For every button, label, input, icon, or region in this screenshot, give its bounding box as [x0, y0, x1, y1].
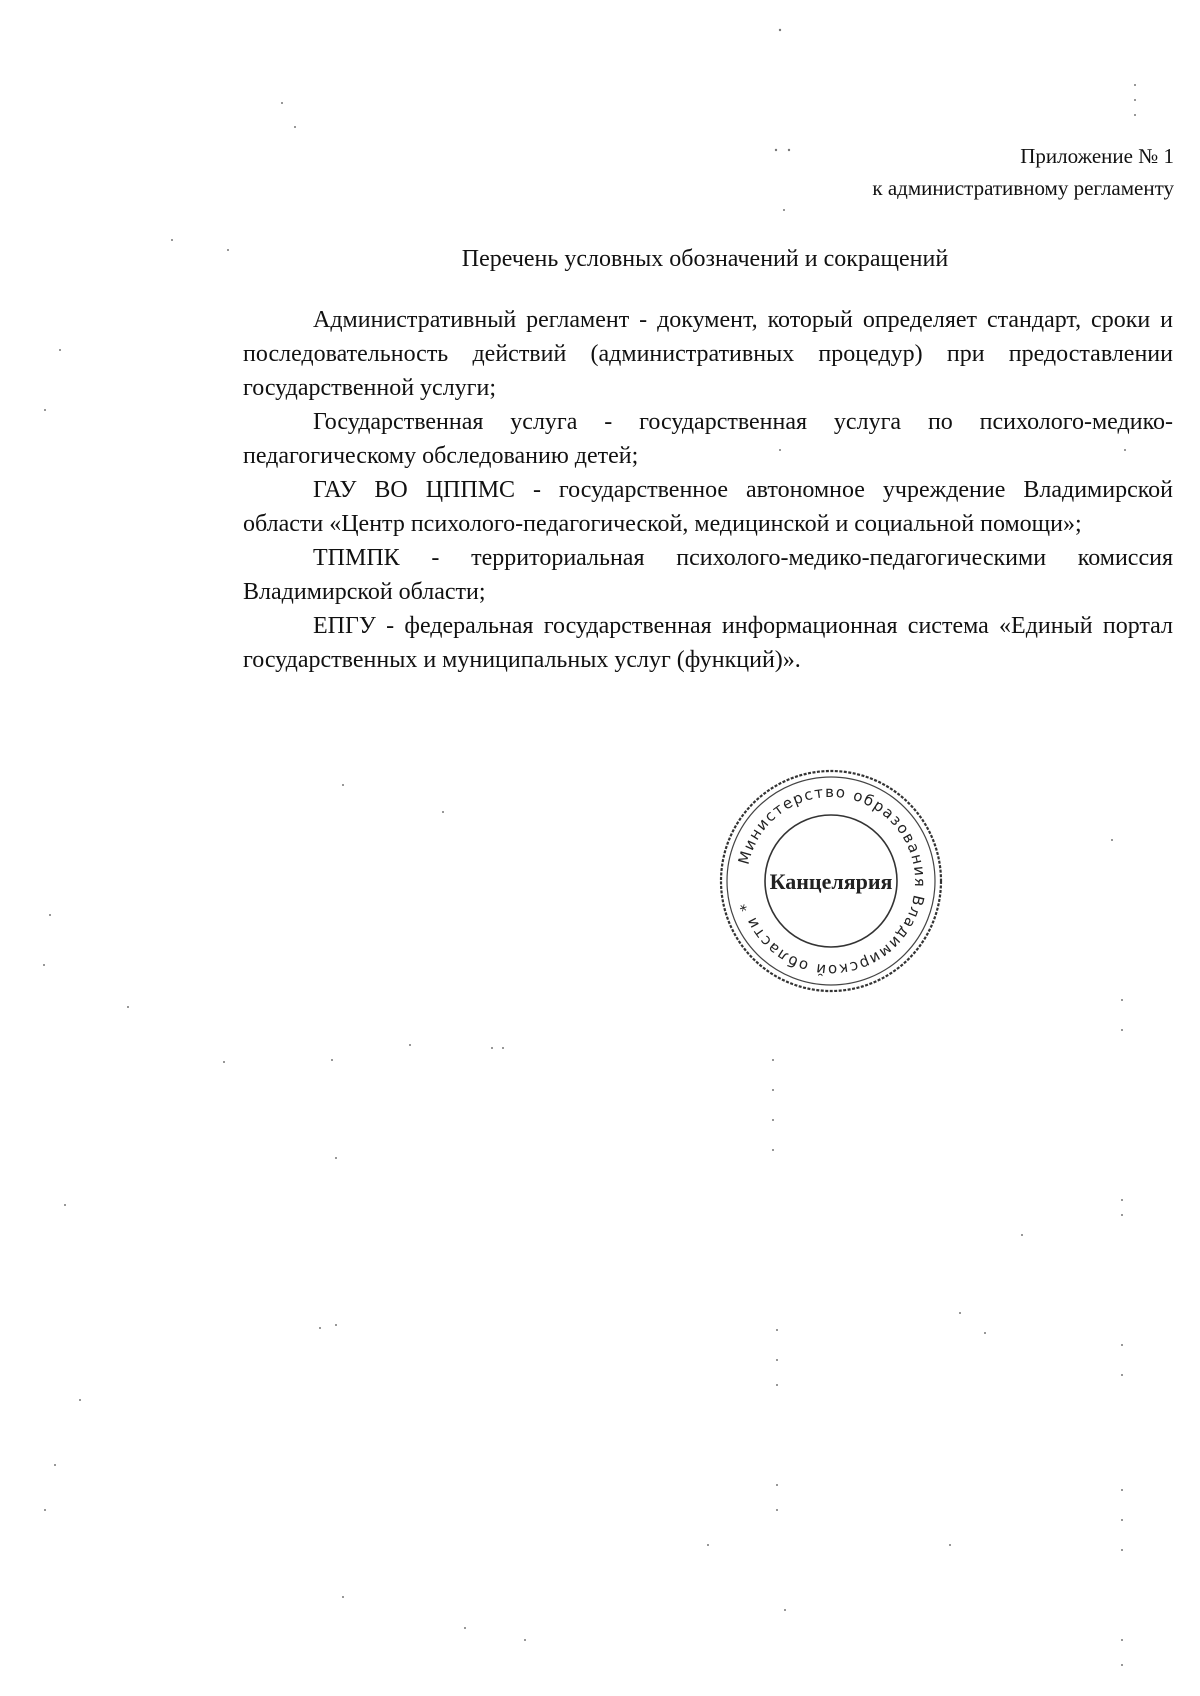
- definition-paragraph: Государственная услуга - государственная услуга по психолого-медико-педагогическому обследованию детей;: [243, 409, 1173, 469]
- definitions-list: [243, 303, 1173, 677]
- definition-paragraph: ТПМПК - территориальная психолого-медико-педагогическими комиссия Владимирской области;: [243, 545, 1173, 605]
- document-title: Перечень условных обозначений и сокращений: [461, 246, 949, 272]
- stamp-center-text: Канцелярия: [769, 869, 893, 894]
- appendix-header: [872, 140, 1174, 204]
- appendix-reference: к административному регламенту: [872, 176, 1174, 200]
- appendix-number: Приложение № 1: [1020, 144, 1174, 168]
- official-stamp: [718, 768, 944, 994]
- definition-paragraph: ЕПГУ - федеральная государственная информационная система «Единый портал государственных и муниципальных услуг (функций)».: [243, 613, 1173, 673]
- definition-paragraph: ГАУ ВО ЦППМС - государственное автономное учреждение Владимирской области «Центр психолого-педагогической, медицинской и социальной помощи»;: [243, 477, 1173, 537]
- definition-paragraph: Административный регламент - документ, который определяет стандарт, сроки и последовательность действий (административных процедур) при предоставлении государственной услуги;: [243, 307, 1173, 401]
- stamp-ring-text: Министерство образования Владимирской области *: [734, 782, 930, 980]
